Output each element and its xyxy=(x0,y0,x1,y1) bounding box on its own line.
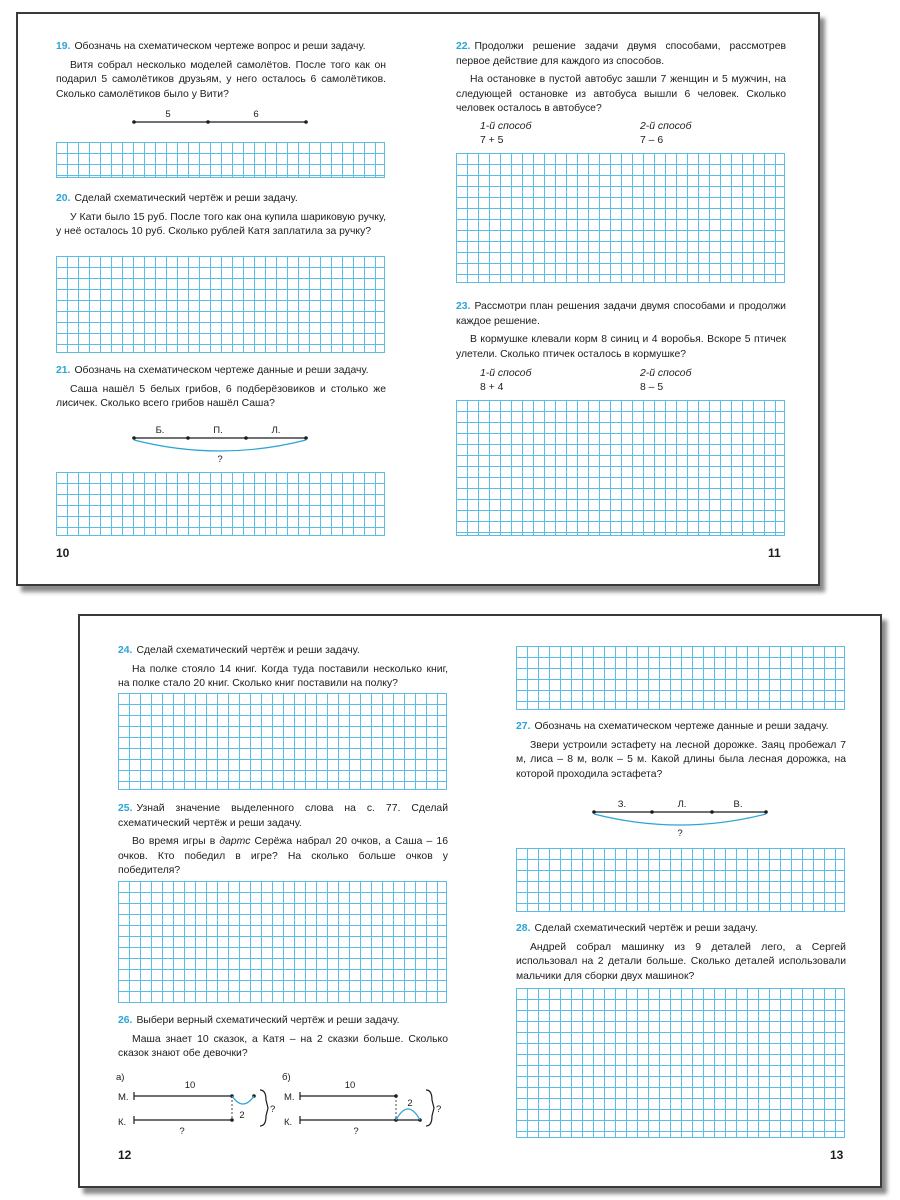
task-27-schematic xyxy=(588,796,788,840)
segment-label: 6 xyxy=(253,109,259,120)
task-28-text: Андрей собрал машинку из 9 деталей лего, а Сергей использовал на 2 детали больше. Сколько деталей использовали мальчики для сборки двух машинок? xyxy=(516,941,846,982)
task-23 xyxy=(456,300,786,362)
task-number: 23. xyxy=(456,301,471,312)
task-23-method-1: 1-й способ 8 + 4 xyxy=(480,368,532,393)
question-mark: ? xyxy=(353,1126,359,1137)
segment-label: В. xyxy=(733,799,743,810)
row-label-k: К. xyxy=(118,1117,127,1128)
task-22-text: На остановке в пустой автобус зашли 7 женщин и 5 мужчин, на следующей остановке из автобуса вышли 6 человек. Сколько человек осталось в автобусе? xyxy=(456,74,786,115)
answer-grid-28[interactable] xyxy=(516,988,845,1138)
row-label-k: К. xyxy=(284,1117,293,1128)
task-19 xyxy=(56,40,386,102)
task-number: 28. xyxy=(516,923,531,934)
page-number-12: 12 xyxy=(118,1148,132,1162)
segment-label: 5 xyxy=(165,109,171,120)
task-26-heading: 26. Выбери верный схематический чертёж и реши задачу. xyxy=(118,1015,400,1026)
highlighted-word: дартс xyxy=(219,836,251,848)
task-21 xyxy=(56,364,386,412)
answer-grid-22[interactable] xyxy=(456,153,785,283)
answer-grid-24[interactable] xyxy=(118,693,447,790)
task-27-text: Звери устроили эстафету на лесной дорожке. Заяц пробежал 7 м, лиса – 8 м, волк – 5 м. Какой длины была лесная дорожка, на которой проходила эстафета? xyxy=(516,739,846,780)
question-mark: ? xyxy=(179,1126,185,1137)
task-28 xyxy=(516,922,846,984)
task-28-heading: 28. Сделай схематический чертёж и реши задачу. xyxy=(516,923,758,934)
segment-label: З. xyxy=(617,799,627,810)
answer-grid-19[interactable] xyxy=(56,142,385,178)
task-26 xyxy=(118,1014,448,1062)
task-number: 21. xyxy=(56,365,71,376)
task-23-text: В кормушке клевали корм 8 синиц и 4 воробья. Вскоре 5 птичек улетели. Сколько птичек осталось в кормушке? xyxy=(456,334,786,360)
task-21-heading: 21. Обозначь на схематическом чертеже данные и реши задачу. xyxy=(56,365,369,376)
task-26-text: Маша знает 10 сказок, а Катя – на 2 сказки больше. Сколько сказок знают обе девочки? xyxy=(118,1033,448,1060)
task-27-heading: 27. Обозначь на схематическом чертеже данные и реши задачу. xyxy=(516,721,829,732)
task-27 xyxy=(516,720,846,782)
task-23-heading: 23. Рассмотри план решения задачи двумя способами и продолжи каждое решение. xyxy=(456,301,786,327)
task-number: 27. xyxy=(516,721,531,732)
value-label: 10 xyxy=(344,1080,356,1091)
task-22-method-1: 1-й способ 7 + 5 xyxy=(480,121,532,146)
answer-grid-23[interactable] xyxy=(456,400,785,536)
spread-pages-12-13 xyxy=(78,614,882,1188)
segment-label: П. xyxy=(213,425,223,436)
task-23-method-2: 2-й способ 8 – 5 xyxy=(640,368,692,393)
method-expression: 8 + 4 xyxy=(480,382,504,393)
page-number-13: 13 xyxy=(830,1148,844,1162)
value-label: 10 xyxy=(184,1080,196,1091)
task-number: 26. xyxy=(118,1015,133,1026)
answer-grid-26[interactable] xyxy=(516,646,845,710)
value-label: 2 xyxy=(239,1110,245,1121)
answer-grid-21[interactable] xyxy=(56,472,385,536)
task-number: 20. xyxy=(56,193,71,204)
segment-label: Л. xyxy=(271,425,281,436)
task-26-option-b xyxy=(280,1068,450,1138)
task-19-text: Витя собрал несколько моделей самолётов. После того как он подарил 5 самолётиков друзьям, у него осталось 6 самолётиков. Сколько самолётиков было у Вити? xyxy=(56,59,386,100)
task-24-text: На полке стояло 14 книг. Когда туда поставили несколько книг, на полке стало 20 книг. Сколько книг поставили на полку? xyxy=(118,663,448,690)
question-mark: ? xyxy=(677,828,683,839)
task-number: 24. xyxy=(118,645,133,656)
task-number: 19. xyxy=(56,41,71,52)
row-label-m: М. xyxy=(118,1092,129,1103)
task-21-text: Саша нашёл 5 белых грибов, 6 подберёзовиков и столько же лисичек. Сколько всего грибов нашёл Саша? xyxy=(56,383,386,410)
task-26-option-a xyxy=(114,1068,274,1138)
answer-grid-27[interactable] xyxy=(516,848,845,912)
segment-label: Б. xyxy=(155,425,165,436)
method-expression: 7 + 5 xyxy=(480,135,504,146)
method-expression: 7 – 6 xyxy=(640,135,664,146)
task-19-schematic xyxy=(128,106,328,130)
task-number: 25. xyxy=(118,803,133,814)
task-20 xyxy=(56,192,386,240)
task-24 xyxy=(118,644,448,692)
value-label: 2 xyxy=(407,1098,413,1109)
task-number: 22. xyxy=(456,41,471,52)
task-25 xyxy=(118,802,448,879)
page-number-11: 11 xyxy=(768,546,781,560)
task-25-text: Во время игры в дартс Серёжа набрал 20 очков, а Саша – 16 очков. Кто победил в игре? На сколько больше очков у победителя? xyxy=(118,836,448,877)
segment-label: Л. xyxy=(677,799,687,810)
spread-pages-10-11 xyxy=(16,12,820,586)
question-mark: ? xyxy=(270,1104,276,1115)
task-22-method-2: 2-й способ 7 – 6 xyxy=(640,121,692,146)
task-24-heading: 24. Сделай схематический чертёж и реши задачу. xyxy=(118,645,360,656)
answer-grid-20[interactable] xyxy=(56,256,385,353)
task-22 xyxy=(456,40,786,117)
task-21-schematic xyxy=(128,422,328,466)
task-20-text: У Кати было 15 руб. После того как она купила шариковую ручку, у неё осталось 10 руб. Сколько рублей Катя заплатила за ручку? xyxy=(56,211,386,238)
task-25-heading: 25. Узнай значение выделенного слова на с. 77. Сделай схематический чертёж и реши задачу. xyxy=(118,803,448,829)
question-mark: ? xyxy=(436,1104,442,1115)
task-20-heading: 20. Сделай схематический чертёж и реши задачу. xyxy=(56,193,298,204)
row-label-m: М. xyxy=(284,1092,295,1103)
question-mark: ? xyxy=(217,454,223,465)
method-expression: 8 – 5 xyxy=(640,382,664,393)
task-22-heading: 22. Продолжи решение задачи двумя способами, рассмотрев первое действие для каждого из способов. xyxy=(456,41,786,67)
option-label: а) xyxy=(116,1072,125,1083)
option-label: б) xyxy=(282,1072,291,1083)
answer-grid-25[interactable] xyxy=(118,881,447,1003)
page-number-10: 10 xyxy=(56,546,70,560)
task-19-heading: 19. Обозначь на схематическом чертеже вопрос и реши задачу. xyxy=(56,41,366,52)
